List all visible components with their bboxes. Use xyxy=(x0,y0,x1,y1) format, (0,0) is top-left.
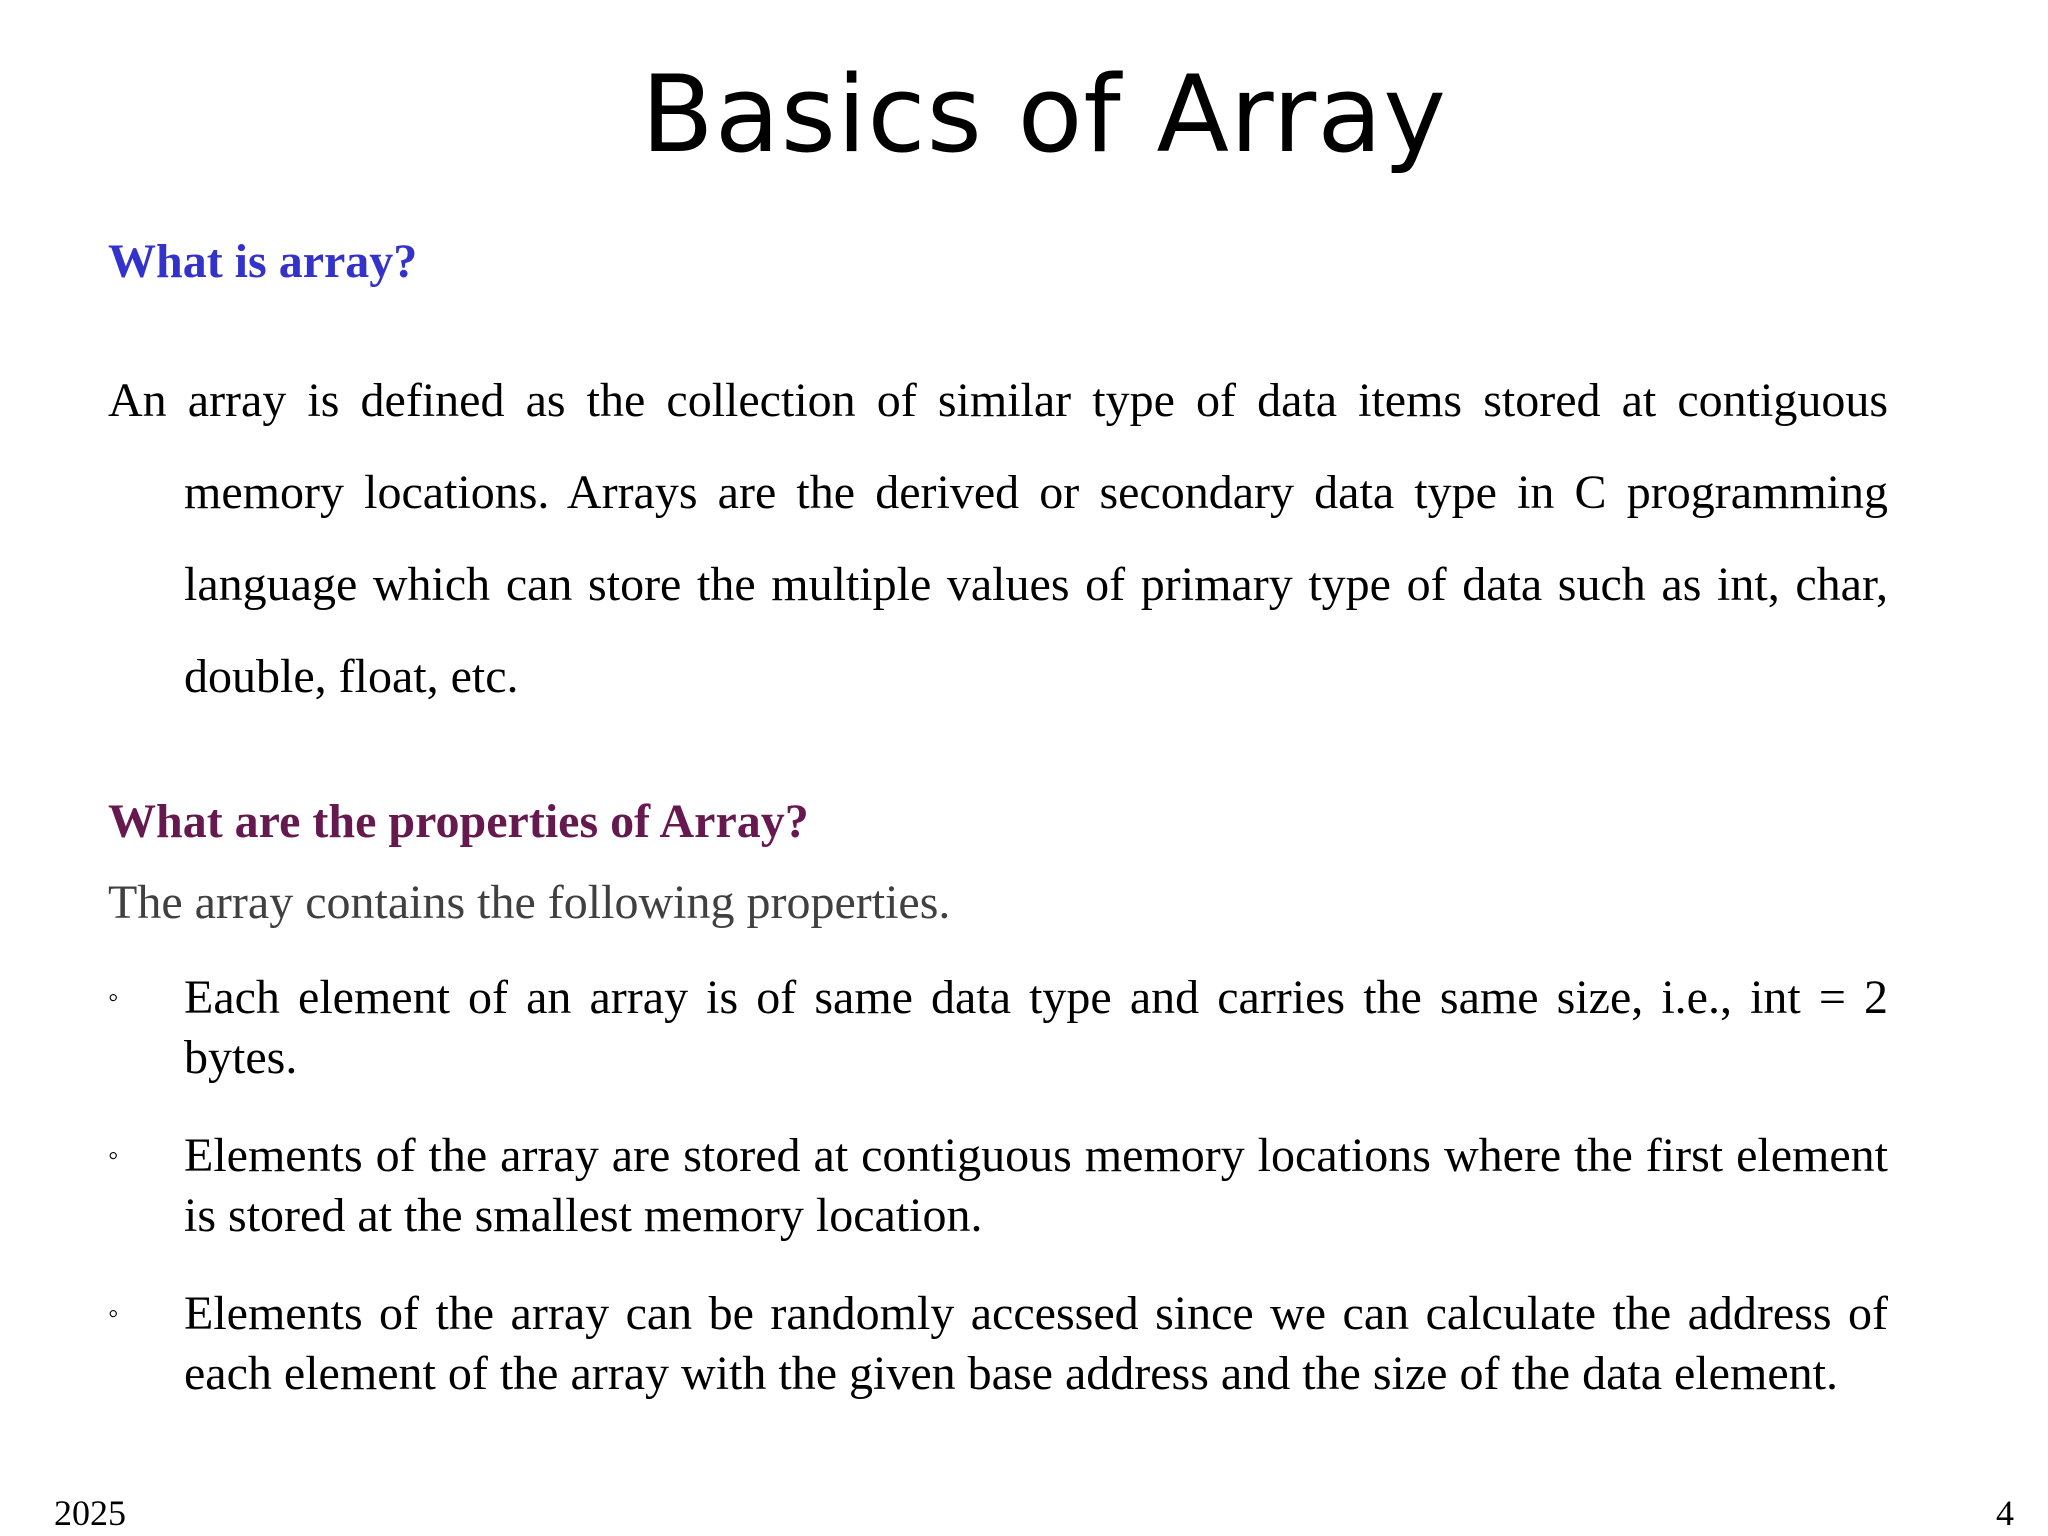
bullet-circle-icon: ◦ xyxy=(108,981,119,1014)
bullet-circle-icon: ◦ xyxy=(108,1297,119,1330)
list-item xyxy=(108,968,1888,1088)
footer-year: 2025 xyxy=(54,1493,126,1533)
page-number: 4 xyxy=(1996,1493,2014,1533)
what-is-array-heading: What is array? xyxy=(108,235,418,288)
list-item-text: Each element of an array is of same data type and carries the same size, i.e., int = 2 bytes. xyxy=(184,971,1888,1084)
list-item xyxy=(108,1126,1888,1246)
list-item-text: Elements of the array are stored at contiguous memory locations where the first element is stored at the smallest memory location. xyxy=(184,1129,1888,1242)
list-item xyxy=(108,1284,1888,1404)
slide-title: Basics of Array xyxy=(641,53,1447,176)
properties-intro-text: The array contains the following properties. xyxy=(108,876,951,929)
array-properties-heading: What are the properties of Array? xyxy=(108,795,809,848)
properties-list xyxy=(108,968,1888,1442)
list-item-text: Elements of the array can be randomly accessed since we can calculate the address of each element of the array with the given base address and the size of the data element. xyxy=(184,1287,1888,1400)
bullet-circle-icon: ◦ xyxy=(108,1139,119,1172)
array-definition-paragraph: An array is defined as the collection of similar type of data items stored at contiguous memory locations. Arrays are the derived or secondary data type in C programming language which can store the multiple values of primary type of data such as int, char, double, float, etc. xyxy=(108,374,1888,703)
